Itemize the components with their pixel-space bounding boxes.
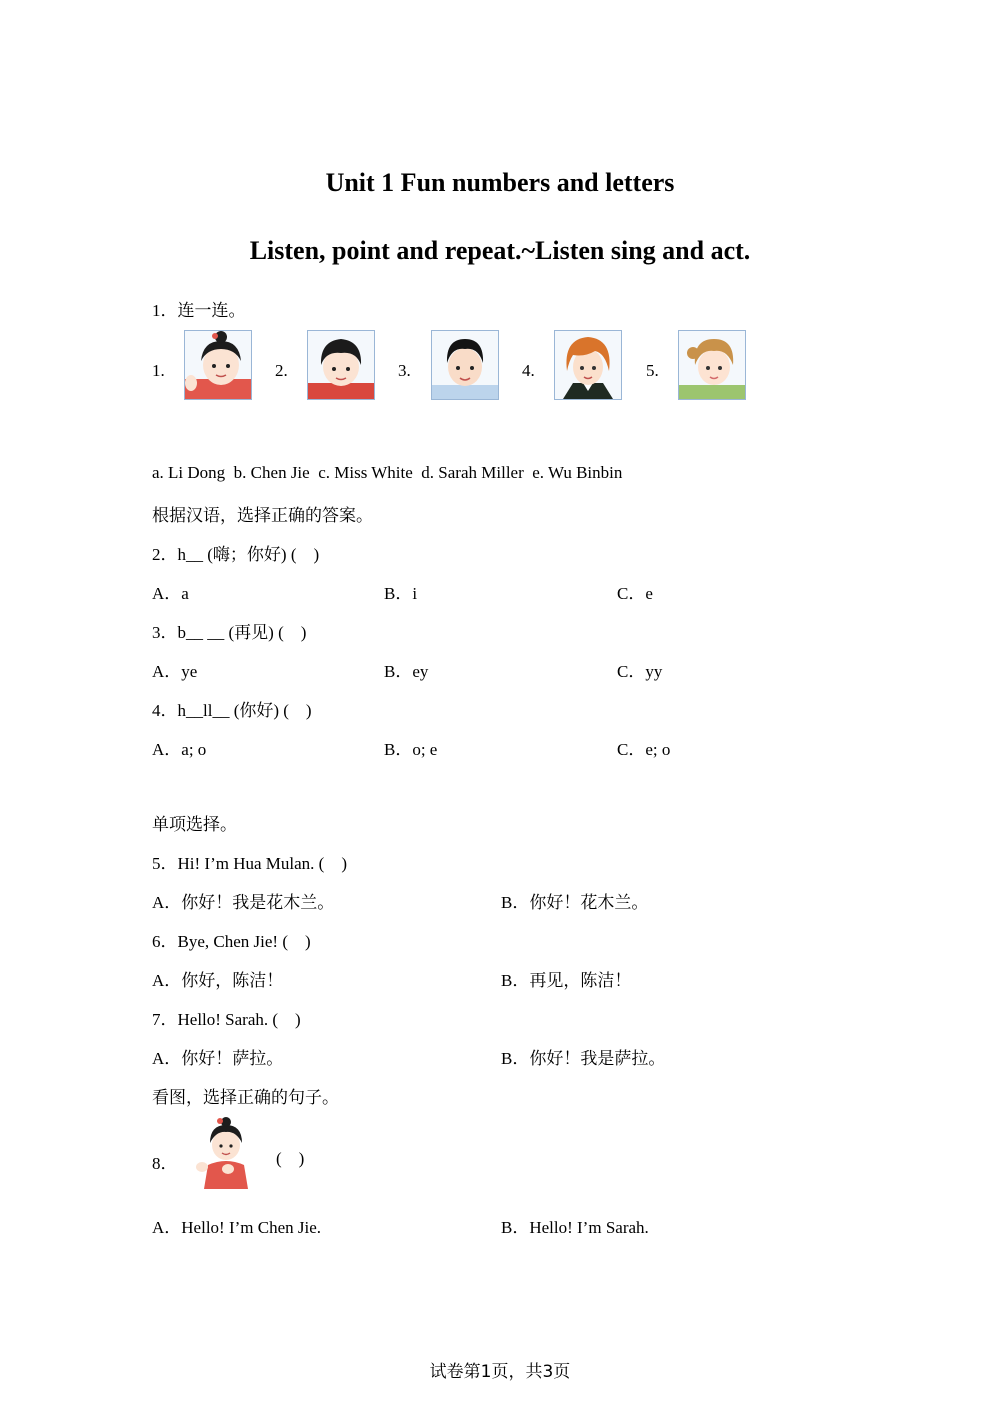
q5-option-a[interactable]: A．你好！我是花木兰。: [152, 893, 335, 912]
q8-option-a[interactable]: A．Hello! I’m Chen Jie.: [152, 1218, 322, 1237]
q4-option-a[interactable]: A．a; o: [152, 740, 207, 759]
q1-name-choices: a. Li Dong b. Chen Jie c. Miss White d. Sarah Miller e. Wu Binbin: [152, 463, 623, 482]
q3-option-a[interactable]: A．ye: [152, 662, 198, 681]
portrait-number-1: 1.: [152, 361, 165, 380]
q5-option-b[interactable]: B．你好！花木兰。: [501, 893, 649, 912]
section2-heading: 根据汉语，选择正确的答案。: [152, 506, 373, 525]
page-title: Unit 1 Fun numbers and letters: [325, 168, 675, 197]
q3-stem: 3．b__ __ (再见) ( ): [152, 623, 307, 642]
q6-option-a[interactable]: A．你好，陈洁！: [152, 971, 284, 990]
boy-wu-binbin-portrait-icon: [307, 330, 375, 400]
q7-stem: 7．Hello! Sarah. ( ): [152, 1010, 301, 1029]
q2-option-a[interactable]: A．a: [152, 584, 189, 603]
section3-heading: 单项选择。: [152, 815, 237, 834]
q8-option-b[interactable]: B．Hello! I’m Sarah.: [501, 1218, 649, 1237]
q8-answer-blank[interactable]: ( ): [276, 1149, 305, 1168]
q4-option-c[interactable]: C．e; o: [617, 740, 671, 759]
q1-label: 1．连一连。: [152, 301, 246, 320]
page-subtitle: Listen, point and repeat.~Listen sing and act.: [249, 236, 751, 265]
portrait-number-5: 5.: [646, 361, 659, 380]
q3-option-b[interactable]: B．ey: [384, 662, 429, 681]
girl-sarah-portrait-icon: [678, 330, 746, 400]
girl-pointing-self-picture-icon: [190, 1117, 262, 1189]
q4-stem: 4．h__ll__ (你好) ( ): [152, 701, 312, 720]
q6-option-b[interactable]: B．再见，陈洁！: [501, 971, 632, 990]
q7-option-b[interactable]: B．你好！我是萨拉。: [501, 1049, 666, 1068]
woman-miss-white-portrait-icon: [554, 330, 622, 400]
page-footer: 试卷第1页，共3页: [429, 1362, 571, 1382]
q6-stem: 6．Bye, Chen Jie! ( ): [152, 932, 311, 951]
q2-stem: 2．h__ (嗨；你好) ( ): [152, 545, 320, 564]
q2-option-b[interactable]: B．i: [384, 584, 418, 603]
q5-stem: 5．Hi! I’m Hua Mulan. ( ): [152, 854, 347, 873]
portrait-number-4: 4.: [522, 361, 535, 380]
q7-option-a[interactable]: A．你好！萨拉。: [152, 1049, 284, 1068]
q2-option-c[interactable]: C．e: [617, 584, 653, 603]
portrait-number-3: 3.: [398, 361, 411, 380]
q4-option-b[interactable]: B．o; e: [384, 740, 438, 759]
section4-heading: 看图，选择正确的句子。: [152, 1088, 339, 1107]
q3-option-c[interactable]: C．yy: [617, 662, 663, 681]
q8-number: 8．: [152, 1154, 178, 1173]
boy-li-dong-portrait-icon: [431, 330, 499, 400]
girl-chen-jie-portrait-icon: [184, 330, 252, 400]
portrait-number-2: 2.: [275, 361, 288, 380]
